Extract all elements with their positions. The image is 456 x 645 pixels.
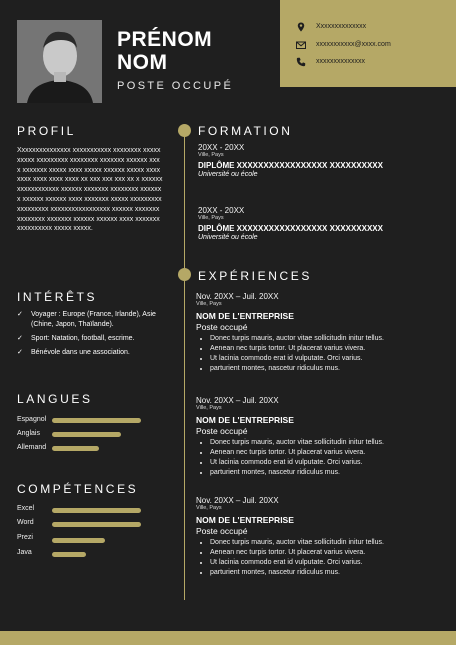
bullet-item: • Ut lacinia commodo erat id vulputate. Orci varius. <box>210 558 446 568</box>
formation-date: 20XX - 20XX <box>198 206 245 215</box>
experience-date: Nov. 20XX – Juil. 20XX <box>196 292 279 301</box>
experience-place: Ville, Pays <box>196 301 222 307</box>
bullet-item: • Aenean nec turpis tortor. Ut placerat varius vivera. <box>210 344 446 354</box>
competences-title: COMPÉTENCES <box>17 482 139 496</box>
experience-place: Ville, Pays <box>196 405 222 411</box>
check-icon: ✓ <box>17 349 23 356</box>
location-icon <box>296 22 306 32</box>
formation-item <box>198 143 448 178</box>
profil-text: Xxxxxxxxxxxxxxx xxxxxxxxxxx xxxxxxxx xxxxxxxxxx xxxxxxxxx xxxxxxxx xxxxxxx xxxxxx xxxx xxxxxxx xxxxx xxxx xxxxx xxxxxx xxxxx xxxx xxxx xxxx xxxx xxxx xx xxx xxx xxx xx x xxxxxxxxxxxxxxxxxx xxxxxx xxxxxxx xxxxxxxx xxxxxxx xxxxxx xxxxxx xxxx xxxxxxx xxxxx xxxxxxxxxxxxxxxxxx xxxxxxxxxxxxxxxxx xxxxxx xxxxxxx xxxxxxxx xxxxxxx xxxxxx xxxxxx xxxx xxxxxxxxxxxxxxxxx xxxxx xxxxx. <box>17 147 163 233</box>
experiences-title: EXPÉRIENCES <box>198 269 312 283</box>
formation-dot <box>178 124 191 137</box>
bullet-item: • parturient montes, nascetur ridiculus mus. <box>210 468 446 478</box>
experience-item <box>196 396 446 478</box>
skill-bar <box>52 552 86 557</box>
experience-company: NOM DE L'ENTREPRISE <box>196 311 294 321</box>
bullet-item: • Ut lacinia commodo erat id vulputate. Orci varius. <box>210 354 446 364</box>
phone-icon <box>296 57 306 67</box>
profile-photo <box>17 20 102 103</box>
formation-place: Ville, Pays <box>198 152 224 158</box>
contact-email: xxxxxxxxxxx@xxxx.com <box>316 41 391 48</box>
interet-item: ✓ Bénévole dans une association. <box>17 349 130 356</box>
bullet-item: • Donec turpis mauris, auctor vitae sollicitudin initur tellus. <box>210 438 446 448</box>
contact-mobile: xxxxxxxxxxxxxx <box>316 58 365 65</box>
contact-box <box>280 0 456 87</box>
experience-bullets <box>196 334 446 374</box>
interets-list <box>17 310 167 358</box>
skill-bar <box>52 522 141 527</box>
footer-bar <box>0 631 456 645</box>
langue-bar <box>52 418 141 423</box>
langue-bar <box>52 432 121 437</box>
experience-bullets <box>196 538 446 578</box>
bullet-item: • parturient montes, nascetur ridiculus mus. <box>210 364 446 374</box>
experience-item <box>196 292 446 374</box>
experience-date: Nov. 20XX – Juil. 20XX <box>196 496 279 505</box>
bullet-item: • Aenean nec turpis tortor. Ut placerat varius vivera. <box>210 548 446 558</box>
skill-label: Excel <box>17 505 35 512</box>
experience-date: Nov. 20XX – Juil. 20XX <box>196 396 279 405</box>
formation-title: FORMATION <box>198 124 293 138</box>
skill-bar <box>52 538 105 543</box>
experiences-dot <box>178 268 191 281</box>
formation-degree: DIPLÔME XXXXXXXXXXXXXXXXX XXXXXXXXXX <box>198 161 383 170</box>
first-name: PRÉNOM <box>117 28 213 51</box>
formation-degree: DIPLÔME XXXXXXXXXXXXXXXXX XXXXXXXXXX <box>198 224 383 233</box>
interets-title: INTÉRÊTS <box>17 290 98 304</box>
bullet-item: • parturient montes, nascetur ridiculus mus. <box>210 568 446 578</box>
envelope-icon <box>296 40 306 50</box>
formation-place: Ville, Pays <box>198 215 224 221</box>
experience-company: NOM DE L'ENTREPRISE <box>196 515 294 525</box>
profil-title: PROFIL <box>17 124 76 138</box>
check-icon: ✓ <box>17 311 23 318</box>
formation-school: Université ou école <box>198 234 258 241</box>
full-name <box>117 28 212 74</box>
experience-bullets <box>196 438 446 478</box>
experience-place: Ville, Pays <box>196 505 222 511</box>
langue-bar <box>52 446 99 451</box>
langue-label: Anglais <box>17 430 40 437</box>
langue-label: Espagnol <box>17 416 47 423</box>
experience-company: NOM DE L'ENTREPRISE <box>196 415 294 425</box>
bullet-item: • Donec turpis mauris, auctor vitae sollicitudin initur tellus. <box>210 334 446 344</box>
experience-role: Poste occupé <box>196 426 248 436</box>
langue-label: Allemand <box>17 444 47 451</box>
interet-item: ✓ Sport: Natation, football, escrime. <box>17 335 135 342</box>
interet-item: ✓ Voyager : Europe (France, Irlande), Asie (Chine, Japon, Thaïlande). <box>17 311 156 328</box>
experience-role: Poste occupé <box>196 526 248 536</box>
timeline-line <box>184 132 185 600</box>
bullet-item: • Donec turpis mauris, auctor vitae sollicitudin initur tellus. <box>210 538 446 548</box>
skill-label: Word <box>17 519 34 526</box>
last-name: NOM <box>117 51 168 74</box>
bullet-item: • Aenean nec turpis tortor. Ut placerat varius vivera. <box>210 448 446 458</box>
experience-role: Poste occupé <box>196 322 248 332</box>
check-icon: ✓ <box>17 335 23 342</box>
langues-title: LANGUES <box>17 392 93 406</box>
skill-label: Java <box>17 549 32 556</box>
skill-bar <box>52 508 141 513</box>
job-title: POSTE OCCUPÉ <box>117 80 234 92</box>
formation-date: 20XX - 20XX <box>198 143 245 152</box>
formation-school: Université ou école <box>198 171 258 178</box>
experience-item <box>196 496 446 578</box>
contact-phone: Xxxxxxxxxxxxxx <box>316 23 366 30</box>
bullet-item: • Ut lacinia commodo erat id vulputate. Orci varius. <box>210 458 446 468</box>
formation-item <box>198 206 448 241</box>
skill-label: Prezi <box>17 534 33 541</box>
